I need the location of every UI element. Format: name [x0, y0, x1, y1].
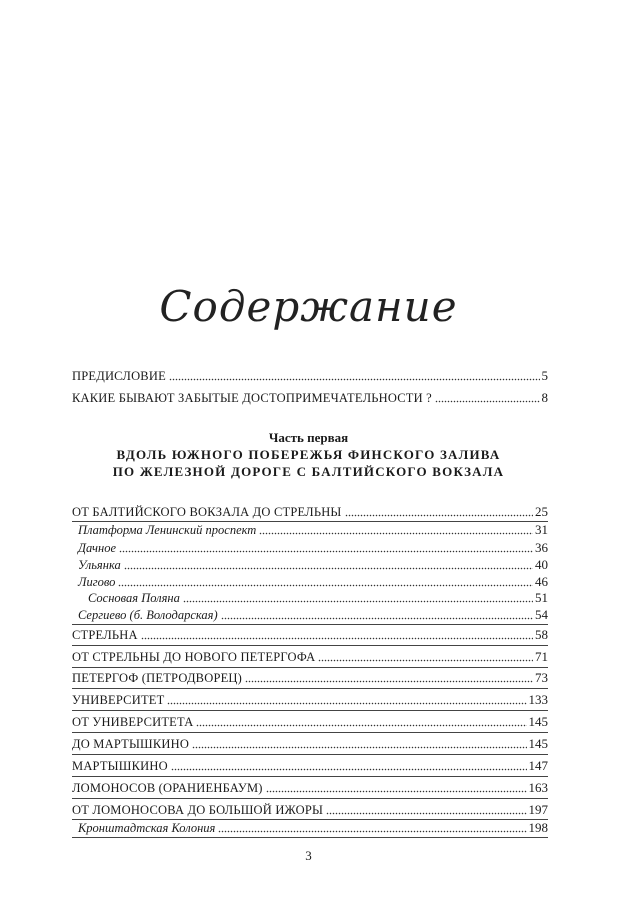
leader-dots — [259, 532, 533, 535]
toc-subentry[interactable] — [72, 520, 548, 538]
page-number: 3 — [305, 848, 312, 863]
toc-subentry[interactable] — [72, 588, 548, 606]
page-title: Содержание — [159, 282, 458, 331]
toc-subentry[interactable] — [72, 605, 548, 623]
leader-dots — [266, 790, 527, 793]
part-title-line-1: ВДОЛЬ ЮЖНОГО ПОБЕРЕЖЬЯ ФИНСКОГО ЗАЛИВА — [116, 447, 501, 462]
toc-entry-page: 71 — [535, 649, 548, 664]
toc-entry-page: 46 — [535, 574, 548, 589]
toc-entry-label: СТРЕЛЬНА — [72, 628, 138, 642]
toc-entry-forgotten-sights[interactable] — [72, 388, 548, 406]
toc-section[interactable] — [72, 800, 548, 818]
toc-entry-label: Кронштадтская Колония — [78, 821, 216, 835]
toc-entry-page: 145 — [528, 736, 548, 751]
divider — [72, 754, 548, 755]
divider — [72, 776, 548, 777]
divider — [72, 645, 548, 646]
leader-dots — [435, 400, 540, 403]
toc-entry-page: 25 — [535, 504, 548, 519]
divider — [72, 732, 548, 733]
toc-section[interactable] — [72, 668, 548, 686]
leader-dots — [245, 680, 533, 683]
leader-dots — [326, 812, 526, 815]
toc-subentry[interactable] — [72, 555, 548, 573]
leader-dots — [124, 567, 533, 570]
toc-entry-label: Лигово — [78, 575, 116, 589]
toc-entry-page: 8 — [541, 390, 548, 405]
leader-dots — [169, 378, 540, 381]
divider — [72, 688, 548, 689]
toc-entry-page: 133 — [528, 692, 548, 707]
divider — [72, 798, 548, 799]
toc-section[interactable] — [72, 756, 548, 774]
leader-dots — [141, 637, 533, 640]
toc-entry-page: 145 — [528, 714, 548, 729]
toc-section[interactable] — [72, 690, 548, 708]
toc-entry-preface[interactable] — [72, 366, 548, 384]
leader-dots — [196, 724, 526, 727]
toc-entry-page: 36 — [535, 540, 548, 555]
toc-entry-page: 58 — [535, 627, 548, 642]
leader-dots — [118, 584, 533, 587]
leader-dots — [119, 550, 533, 553]
leader-dots — [183, 600, 533, 603]
divider — [72, 710, 548, 711]
leader-dots — [192, 746, 526, 749]
toc-entry-label: Ульянка — [78, 558, 121, 572]
toc-section[interactable] — [72, 712, 548, 730]
leader-dots — [167, 702, 526, 705]
toc-section[interactable] — [72, 734, 548, 752]
toc-entry-label: ЛОМОНОСОВ (ОРАНИЕНБАУМ) — [72, 781, 263, 795]
toc-entry-label: Сосновая Поляна — [88, 591, 180, 605]
divider — [72, 837, 548, 838]
toc-entry-label: МАРТЫШКИНО — [72, 759, 168, 773]
leader-dots — [221, 617, 533, 620]
leader-dots — [171, 768, 527, 771]
toc-section[interactable] — [72, 647, 548, 665]
toc-entry-page: 40 — [535, 557, 548, 572]
toc-entry-label: ПЕТЕРГОФ (ПЕТРОДВОРЕЦ) — [72, 671, 243, 685]
toc-entry-page: 163 — [528, 780, 548, 795]
toc-entry-page: 197 — [528, 802, 548, 817]
toc-entry-page: 31 — [535, 522, 548, 537]
toc-section[interactable] — [72, 502, 548, 520]
leader-dots — [318, 659, 533, 662]
toc-entry-label: ПРЕДИСЛОВИЕ — [72, 369, 166, 383]
toc-entry-label: УНИВЕРСИТЕТ — [72, 693, 165, 707]
toc-entry-label: ОТ УНИВЕРСИТЕТА — [72, 715, 194, 729]
part-title-line-2: ПО ЖЕЛЕЗНОЙ ДОРОГЕ С БАЛТИЙСКОГО ВОКЗАЛА — [112, 464, 505, 479]
toc-section[interactable] — [72, 778, 548, 796]
toc-entry-label: КАКИЕ БЫВАЮТ ЗАБЫТЫЕ ДОСТОПРИМЕЧАТЕЛЬНОСТИ ? — [72, 391, 432, 405]
toc-entry-page: 51 — [535, 590, 548, 605]
toc-subentry[interactable] — [72, 818, 548, 836]
toc-entry-page: 54 — [535, 607, 548, 622]
toc-entry-page: 5 — [541, 368, 548, 383]
toc-entry-label: Платформа Ленинский проспект — [78, 523, 257, 537]
toc-entry-page: 73 — [535, 670, 548, 685]
toc-entry-page: 198 — [528, 820, 548, 835]
toc-entry-label: ОТ БАЛТИЙСКОГО ВОКЗАЛА ДО СТРЕЛЬНЫ — [72, 505, 342, 519]
toc-entry-label: ДО МАРТЫШКИНО — [72, 737, 190, 751]
leader-dots — [345, 514, 533, 517]
toc-entry-label: ОТ СТРЕЛЬНЫ ДО НОВОГО ПЕТЕРГОФА — [72, 650, 316, 664]
toc-section[interactable] — [72, 625, 548, 643]
toc-entry-label: ОТ ЛОМОНОСОВА ДО БОЛЬШОЙ ИЖОРЫ — [72, 803, 324, 817]
part-label: Часть первая — [268, 430, 349, 445]
toc-entry-label: Сергиево (б. Володарская) — [78, 608, 218, 622]
toc-subentry[interactable] — [72, 538, 548, 556]
toc-entry-label: Дачное — [78, 541, 117, 555]
toc-entry-page: 147 — [528, 758, 548, 773]
leader-dots — [218, 830, 526, 833]
